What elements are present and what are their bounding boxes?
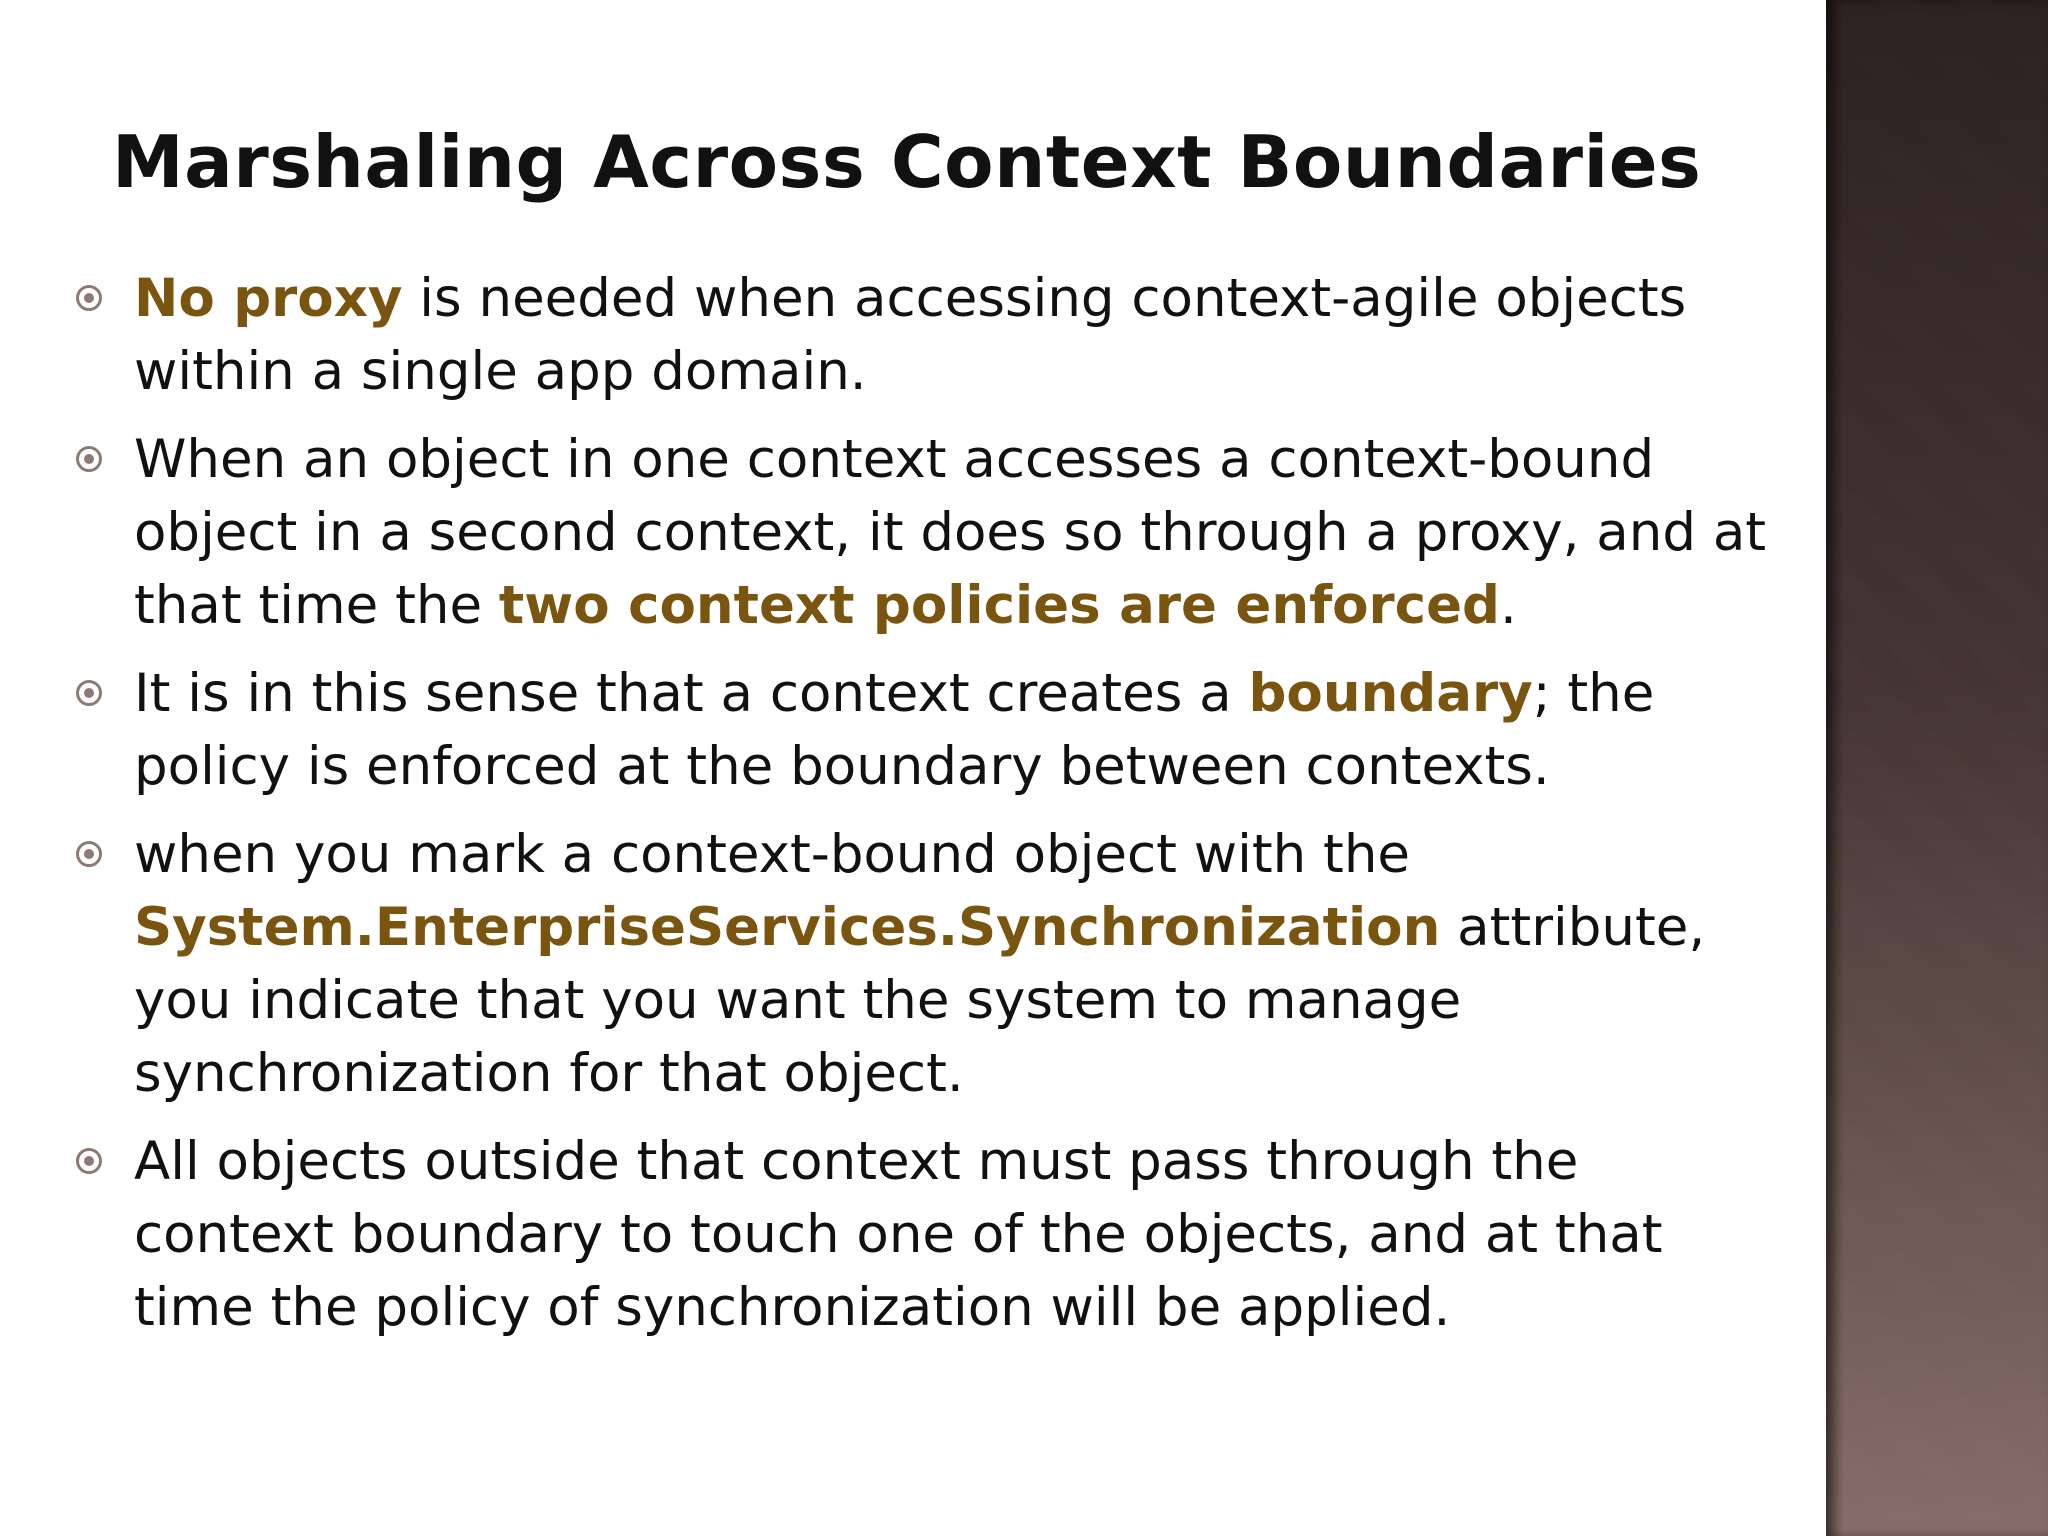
target-circle-icon (76, 285, 102, 311)
target-circle-icon (76, 841, 102, 867)
bullet-item (72, 818, 1782, 1110)
bullet-item (72, 657, 1782, 803)
bullet-text: . (1499, 575, 1517, 636)
highlight-text: boundary (1248, 663, 1533, 724)
bullet-text: is needed when accessing context-agile objects within a single app domain. (134, 268, 1687, 402)
bullet-item (72, 1125, 1782, 1344)
bullet-text: It is in this sense that a context creates a (134, 663, 1249, 724)
bullet-item (72, 262, 1782, 408)
highlight-text: No proxy (134, 268, 403, 329)
highlight-text: System.EnterpriseServices.Synchronization (134, 897, 1441, 958)
bullet-item (72, 423, 1782, 642)
target-circle-icon (76, 446, 102, 472)
decorative-side-band (1826, 0, 2048, 1536)
highlight-text: two context policies are enforced (498, 575, 1500, 636)
bullet-text: ; the policy is enforced at the boundary between contexts. (134, 663, 1655, 797)
bullet-text: when you mark a context-bound object with the (134, 824, 1411, 885)
bullet-text: attribute, you indicate that you want the system to manage synchronization for that object. (134, 897, 1706, 1104)
bullet-text: All objects outside that context must pass through the context boundary to touch one of the objects, and at that time the policy of synchronization will be applied. (134, 1131, 1663, 1338)
target-circle-icon (76, 1148, 102, 1174)
bullet-text: When an object in one context accesses a context-bound object in a second context, it does so through a proxy, and at that time the (134, 429, 1767, 636)
target-circle-icon (76, 680, 102, 706)
bullet-list (72, 262, 1782, 1359)
slide-title: Marshaling Across Context Boundaries (112, 120, 1702, 204)
